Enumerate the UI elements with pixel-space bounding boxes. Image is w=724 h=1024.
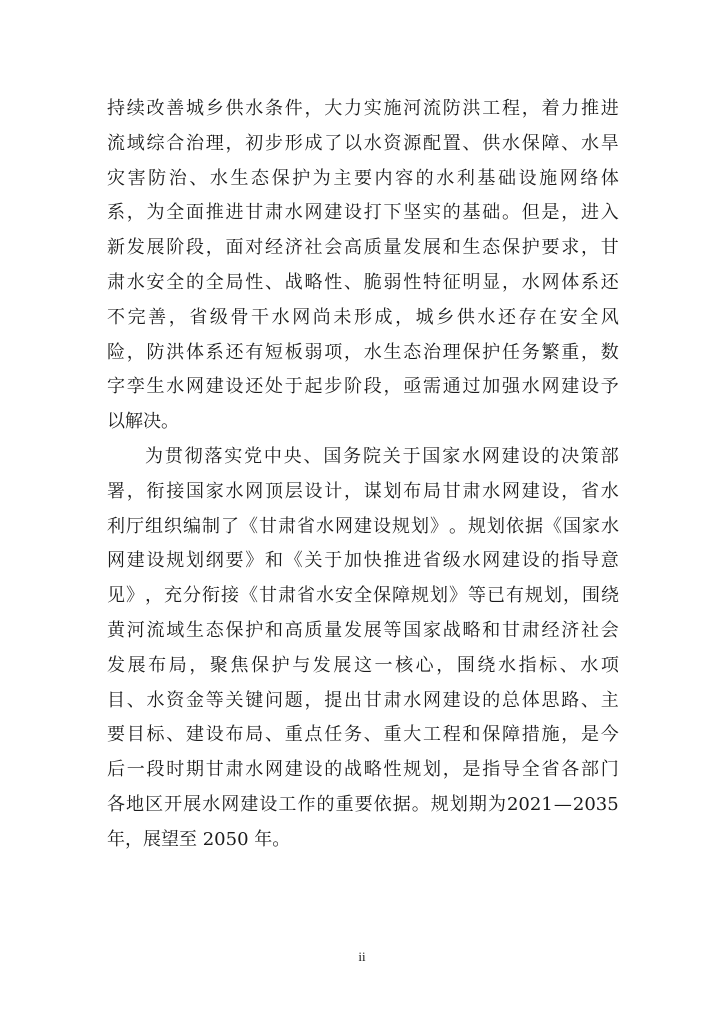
text-line: 持 续 改 善 城 乡 供 水 条 件 ， 大 力 实 施 河 流 防 洪 工 程 ， 着 力 推 进 <box>107 98 619 119</box>
page-number: ii <box>358 949 366 964</box>
body-text <box>107 92 619 858</box>
text-line: 目 、 水 资 金 等 关 键 问 题 ， 提 出 甘 肃 水 网 建 设 的 总 体 思 路 、 主 <box>107 689 619 711</box>
text-line: 灾 害 防 治 、 水 生 态 保 护 为 主 要 内 容 的 水 利 基 础 设 施 网 络 体 <box>107 167 619 189</box>
text-line: 利 厅 组 织 编 制 了 《 甘 肃 省 水 网 建 设 规 划 》 。 规 划 依 据 《 国 家 水 <box>107 515 619 537</box>
text-line: 肃 水 安 全 的 全 局 性 、 战 略 性 、 脆 弱 性 特 征 明 显 ， 水 网 体 系 还 <box>107 271 619 293</box>
text-line: 网 建 设 规 划 纲 要 》 和 《 关 于 加 快 推 进 省 级 水 网 建 设 的 指 导 意 <box>107 550 619 572</box>
text-line: 署 ， 衔 接 国 家 水 网 顶 层 设 计 ， 谋 划 布 局 甘 肃 水 网 建 设 ， 省 水 <box>107 480 619 502</box>
text-line: 各 地 区 开 展 水 网 建 设 工 作 的 重 要 依 据 。 规 划 期 为 2021 — 2035 <box>107 793 619 815</box>
text-line: 以解决。 <box>107 411 179 433</box>
text-line: 发 展 布 局 ， 聚 焦 保 护 与 发 展 这 一 核 心 ， 围 绕 水 指 标 、 水 项 <box>107 654 619 676</box>
text-line: 字 孪 生 水 网 建 设 还 处 于 起 步 阶 段 ， 亟 需 通 过 加 强 水 网 建 设 予 <box>107 376 619 398</box>
text-line: 为 贯 彻 落 实 党 中 央 、 国 务 院 关 于 国 家 水 网 建 设 的 决 策 部 <box>145 445 619 467</box>
text-line: 后 一 段 时 期 甘 肃 水 网 建 设 的 战 略 性 规 划 ， 是 指 导 全 省 各 部 门 <box>107 759 619 781</box>
text-line: 见 》 ， 充 分 衔 接 《 甘 肃 省 水 安 全 保 障 规 划 》 等 已 有 规 划 ， 围 绕 <box>107 585 619 607</box>
text-line: 年，展望至 2050 年。 <box>107 828 291 850</box>
text-line: 新 发 展 阶 段 ， 面 对 经 济 社 会 高 质 量 发 展 和 生 态 保 护 要 求 ， 甘 <box>107 237 619 259</box>
text-line: 黄 河 流 域 生 态 保 护 和 高 质 量 发 展 等 国 家 战 略 和 甘 肃 经 济 社 会 <box>107 619 619 641</box>
text-line: 不 完 善 ， 省 级 骨 干 水 网 尚 未 形 成 ， 城 乡 供 水 还 存 在 安 全 风 <box>107 306 619 328</box>
text-line: 系 ， 为 全 面 推 进 甘 肃 水 网 建 设 打 下 坚 实 的 基 础 。 但 是 ， 进 入 <box>107 202 619 224</box>
text-line: 要 目 标 、 建 设 布 局 、 重 点 任 务 、 重 大 工 程 和 保 障 措 施 ， 是 今 <box>107 724 619 746</box>
text-line: 险 ， 防 洪 体 系 还 有 短 板 弱 项 ， 水 生 态 治 理 保 护 任 务 繁 重 ， 数 <box>107 341 619 363</box>
text-line: 流 域 综 合 治 理 ， 初 步 形 成 了 以 水 资 源 配 置 、 供 水 保 障 、 水 旱 <box>107 132 619 154</box>
